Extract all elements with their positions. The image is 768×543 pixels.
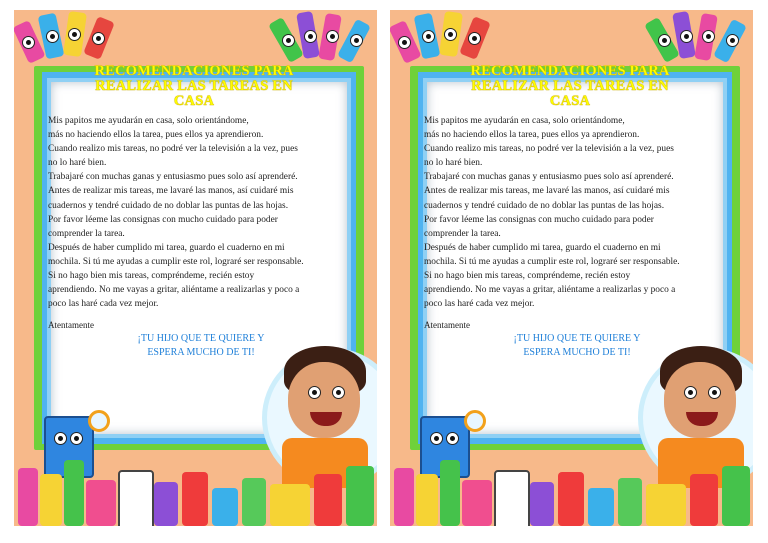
art-supplies-icon [390,454,753,526]
sheet-left [14,10,377,526]
document-title: RECOMENDACIONES PARA REALIZAR LAS TAREAS EN CASA [470,63,670,109]
document-title: RECOMENDACIONES PARA REALIZAR LAS TAREAS EN CASA [94,63,294,109]
markers-top-left-icon [16,10,126,68]
signature: ¡TU HIJO QUE TE QUIERE Y ESPERA MUCHO DE TI! [137,333,265,358]
closing: Atentamente [424,320,470,330]
markers-top-left-icon [392,10,502,68]
signature: ¡TU HIJO QUE TE QUIERE Y ESPERA MUCHO DE TI! [513,333,641,358]
recommendations-text: Mis papitos me ayudarán en casa, solo orientándome, más no haciendo ellos la tarea, pues ellos ya aprendieron. Cuando realizo mis tareas, no podré ver la televisión a la vez, pues no lo haré bien. Trabajaré con muchas ganas y entusiasmo pues solo así aprenderé. Antes de realizar mis tareas, me lavaré las manos, así cuidaré mis cuadernos y tendré cuidado de no doblar las puntas de las hojas. Por favor léeme las consignas con mucho cuidado para poder comprender la tarea. Después de haber cumplido mi tarea, guardo el cuaderno en mi mochila. Si tú me ayudas a cumplir este rol, lograré ser responsable. Si no hago bien mis tareas, compréndeme, recién estoy aprendiendo. No me vayas a gritar, aliéntame a realizarlas y poco a poco las haré cada vez mejor. [424,116,680,310]
sheet-right [390,10,753,526]
art-supplies-icon [14,454,377,526]
closing: Atentamente [48,320,94,330]
recommendations-text: Mis papitos me ayudarán en casa, solo orientándome, más no haciendo ellos la tarea, pues ellos ya aprendieron. Cuando realizo mis tareas, no podré ver la televisión a la vez, pues no lo haré bien. Trabajaré con muchas ganas y entusiasmo pues solo así aprenderé. Antes de realizar mis tareas, me lavaré las manos, así cuidaré mis cuadernos y tendré cuidado de no doblar las puntas de las hojas. Por favor léeme las consignas con mucho cuidado para poder comprender la tarea. Después de haber cumplido mi tarea, guardo el cuaderno en mi mochila. Si tú me ayudas a cumplir este rol, lograré ser responsable. Si no hago bien mis tareas, compréndeme, recién estoy aprendiendo. No me vayas a gritar, aliéntame a realizarlas y poco a poco las haré cada vez mejor. [48,116,304,310]
